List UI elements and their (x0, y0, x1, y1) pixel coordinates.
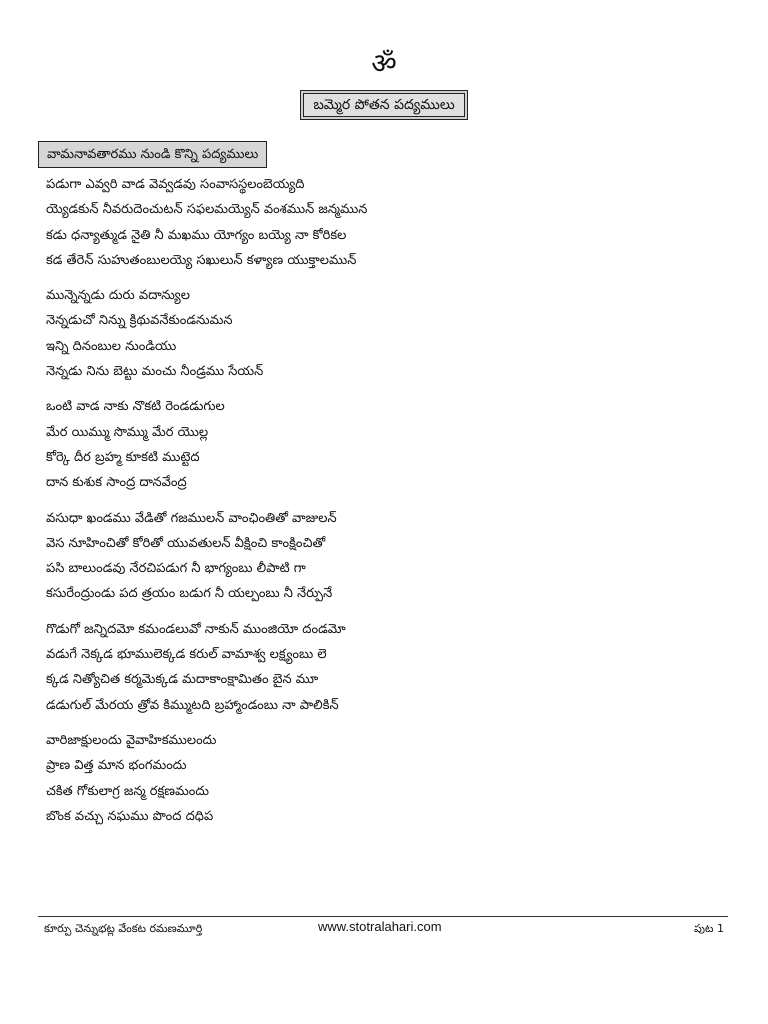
poem-line: చకిత గోకులాగ్ర జన్మ రక్షణమందు (46, 783, 210, 799)
poem-line: నెన్నడు నిను బెట్టు మంచు నీండ్రము సేయన్ (46, 364, 264, 380)
footer-compiler: కూర్పు చెన్నుభట్ల వేంకట రమణమూర్తి (44, 922, 203, 935)
om-symbol: ॐ (371, 47, 397, 80)
poem-line: వసుధా ఖండము వేడితో గజములన్ వాంఛింతితో వాజులన్ (46, 510, 337, 526)
poem-line: ఒంటి వాడ నాకు నొకటి రెండడుగుల (46, 399, 225, 415)
footer-divider (38, 916, 728, 917)
poem-line: డడుగుల్ మేరయ త్రోవ కిమ్ముటది బ్రహ్మాండంబు నా పాలికిన్ (46, 697, 339, 713)
poem-line: మేర యిమ్ము సొమ్ము మేర యొల్ల (46, 424, 209, 440)
footer-page-number: పుట 1 (694, 922, 724, 935)
title-box (300, 90, 468, 120)
poem-line: నెన్నడుచో నిన్ను క్రిథువనేకుండనుమన (46, 313, 233, 329)
poem-line: వారిజాక్షులందు వైవాహికములందు (46, 732, 217, 748)
stanza-1 (46, 172, 726, 273)
poem-line: బొంక వచ్చు నఘము పొంద దధిప (46, 808, 214, 824)
poem-line: కడ తేరెన్ సుహుతంబులయ్యె సఖులున్ కళ్యాణ యుక్తాలమున్ (46, 252, 357, 268)
page-title: బమ్మెర పోతన పద్యములు (303, 93, 465, 117)
poem-line: య్యెడకున్ నీవరుదెంచుటన్ సఫలమయ్యెన్ వంశమున్ జన్మమున (46, 202, 368, 218)
poem-line: వడుగే నెక్కడ భూములెక్కడ కరుల్ వామాశ్వ లక్ష్యంబు లె (46, 647, 327, 663)
stanza-5 (46, 617, 726, 718)
stanza-2 (46, 283, 726, 384)
poem-line: కసురేంద్రుండు పద త్రయం బడుగ నీ యల్పంబు నీ నేర్పునే (46, 586, 333, 602)
poem-line: కోర్కె దీర బ్రహ్మ కూకటి ముట్టెద (46, 449, 200, 465)
poem-line: పసి బాలుండవు నేరచిపడుగ నీ భాగ్యంబు లీపాటి గా (46, 561, 306, 577)
poem-line: వెస నూహించితో కోరితో యువతులన్ వీక్షించి కాంక్షించితో (46, 535, 326, 551)
stanza-6 (46, 728, 726, 829)
section-heading: వామనావతారము నుండి కొన్ని పద్యములు (38, 141, 267, 168)
poem-line: కడు ధన్యాత్ముడ నైతి నీ మఖము యోగ్యం బయ్యె నా కోరికల (46, 227, 347, 243)
poem-line: మున్నెన్నడు దురు వదాన్యుల (46, 288, 190, 304)
poem-line: గొడుగో జన్నిదమో కమండలువో నాకున్ ముంజియో దండమో (46, 621, 346, 637)
stanza-4 (46, 506, 726, 607)
poem-line: దాన కుశుక సాంద్ర దానవేంద్ర (46, 475, 187, 491)
poem-line: ప్రాణ విత్త మాన భంగమందు (46, 758, 187, 774)
stanza-3 (46, 394, 726, 495)
poem-line: పడుగా ఎవ్వరి వాడ వెవ్వడవు సంవాసస్థలంబెయ్యది (46, 177, 305, 192)
poem-body (46, 172, 726, 839)
poem-line: క్కడ నిత్యోచిత కర్మమెక్కడ మదాకాంక్షామితం బైన మూ (46, 672, 319, 688)
footer-website-link[interactable]: www.stotralahari.com (318, 919, 442, 934)
poem-line: ఇన్ని దినంబుల నుండియు (46, 338, 177, 354)
